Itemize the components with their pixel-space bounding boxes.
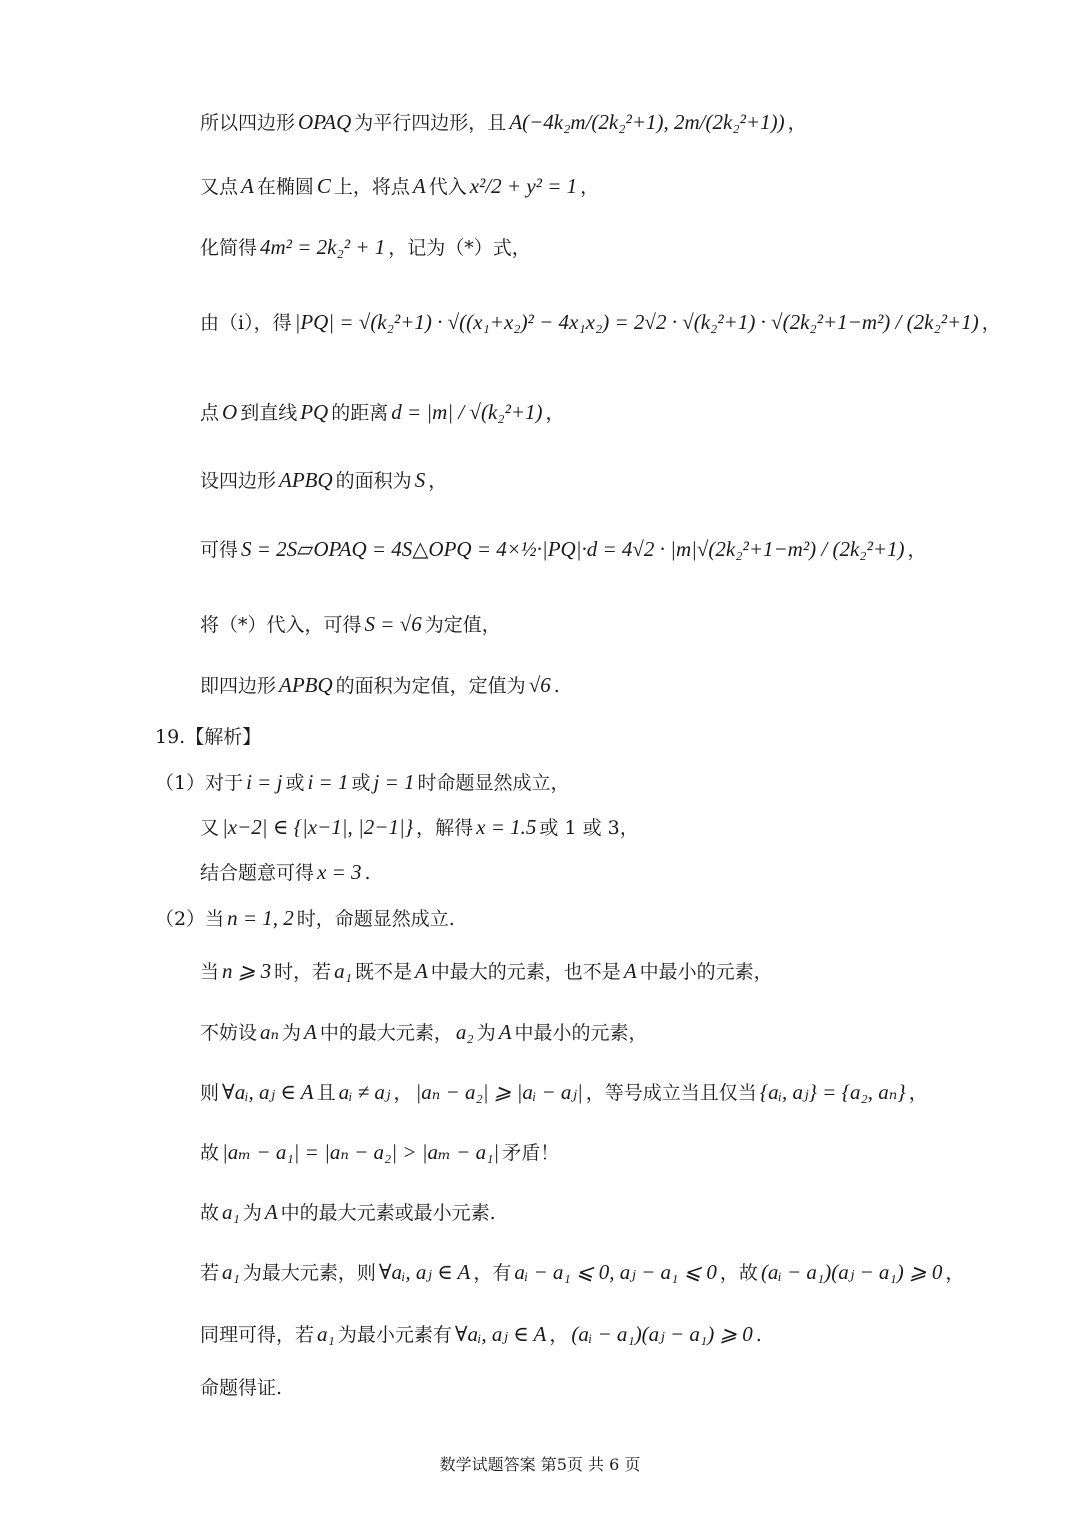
math-expression: i = 1 xyxy=(307,770,349,794)
text-line xyxy=(200,1138,559,1165)
text-line xyxy=(200,671,560,698)
math-expression: A xyxy=(623,959,637,983)
math-expression: A xyxy=(414,959,428,983)
text-line xyxy=(200,172,599,199)
math-expression: {aᵢ, aⱼ} = {a₂, aₙ} xyxy=(759,1080,906,1104)
math-expression: i = j xyxy=(246,770,283,794)
math-expression: x²/2 + y² = 1 xyxy=(469,174,578,198)
text-line xyxy=(200,957,773,984)
line-text: ， xyxy=(907,539,927,561)
line-text: 当 xyxy=(200,961,220,983)
math-expression: APBQ xyxy=(279,673,333,697)
line-text: 为平行四边形，且 xyxy=(354,112,507,134)
line-text: 中的最大元素或最小元素. xyxy=(280,1202,496,1224)
math-expression: A(−4k₂m/(2k₂²+1), 2m/(2k₂²+1)) xyxy=(509,110,785,134)
text-line xyxy=(155,768,570,795)
line-text: 结合题意可得 xyxy=(200,862,315,884)
line-text: 中最小的元素， xyxy=(639,961,773,983)
text-line xyxy=(200,813,639,840)
math-expression: √6 xyxy=(528,673,551,697)
line-text: 由（i），得 xyxy=(200,312,292,334)
line-text: ， xyxy=(428,470,448,492)
math-expression: n = 1, 2 xyxy=(227,906,294,930)
line-text: 为最小元素有 xyxy=(337,1324,452,1346)
math-expression: S = 2S▱OPAQ = 4S△OPQ = 4×½·|PQ|·d = 4√2 · |m|√(2k₂²+1−m²) / (2k₂²+1) xyxy=(241,537,905,561)
line-text: 且 xyxy=(316,1082,336,1104)
line-text: 为 xyxy=(282,1022,302,1044)
text-line xyxy=(200,1198,496,1225)
line-text: 所以四边形 xyxy=(200,112,296,134)
math-expression: A xyxy=(241,174,254,198)
math-expression: |PQ| = √(k₂²+1) · √((x₁+x₂)² − 4x₁x₂) = 2√2 · √(k₂²+1) · √(2k₂²+1−m²) / (2k₂²+1) xyxy=(294,310,979,334)
line-text: 为 xyxy=(242,1202,262,1224)
line-text: 中最小的元素， xyxy=(514,1022,648,1044)
text-line xyxy=(200,858,371,885)
line-text: 设四边形 xyxy=(200,470,277,492)
text-line xyxy=(200,1078,928,1105)
line-text: 代入 xyxy=(428,176,467,198)
math-expression: O xyxy=(222,400,238,424)
text-line xyxy=(200,1018,648,1045)
math-expression: |aₙ − a₂| ⩾ |aᵢ − aⱼ| xyxy=(415,1080,583,1104)
line-text: . xyxy=(364,862,371,884)
line-text: 既不是 xyxy=(354,961,412,983)
line-text: 同理可得，若 xyxy=(200,1324,315,1346)
math-expression: ∀aᵢ, aⱼ ∈ A xyxy=(222,1080,314,1104)
line-text: 上，将点 xyxy=(333,176,410,198)
math-expression: a₁ xyxy=(334,959,352,983)
math-expression: (aᵢ − a₁)(aⱼ − a₁) ⩾ 0 xyxy=(760,1260,943,1284)
line-text: 则 xyxy=(200,1082,220,1104)
line-text: ， xyxy=(393,1082,413,1104)
math-expression: C xyxy=(316,174,331,198)
line-text: ， xyxy=(981,312,1001,334)
math-expression: OPAQ xyxy=(298,110,352,134)
line-text: 为最大元素，则 xyxy=(242,1262,376,1284)
line-text: 可得 xyxy=(200,539,239,561)
text-line xyxy=(200,1320,762,1347)
math-expression: A xyxy=(412,174,426,198)
line-text: ，解得 xyxy=(416,817,474,839)
math-expression: x = 3 xyxy=(317,860,362,884)
line-text: （1）对于 xyxy=(155,772,244,794)
line-text: ， xyxy=(787,112,807,134)
line-text: ，有 xyxy=(473,1262,512,1284)
line-text: 不妨设 xyxy=(200,1022,258,1044)
page-footer: 数学试题答案 第5页 共 6 页 xyxy=(439,1455,641,1474)
line-text: 在椭圆 xyxy=(256,176,314,198)
line-text: 或 xyxy=(285,772,305,794)
math-expression: a₁ xyxy=(222,1260,240,1284)
line-text: ，等号成立当且仅当 xyxy=(585,1082,757,1104)
text-line xyxy=(200,108,807,135)
text-line xyxy=(155,904,455,931)
line-text: 为 xyxy=(476,1022,496,1044)
text-line xyxy=(200,308,1001,335)
math-expression: APBQ xyxy=(279,468,333,492)
math-expression: aᵢ ≠ aⱼ xyxy=(338,1080,391,1104)
math-expression: a₂ xyxy=(455,1020,474,1044)
text-line xyxy=(200,1373,282,1400)
line-text: 到直线 xyxy=(240,402,298,424)
math-expression: A xyxy=(498,1020,512,1044)
line-text: . xyxy=(553,675,560,697)
math-expression: S xyxy=(414,468,426,492)
text-line xyxy=(200,233,531,260)
math-expression: a₁ xyxy=(317,1322,335,1346)
math-expression: aₙ xyxy=(260,1020,280,1044)
line-text: 化简得 xyxy=(200,237,258,259)
line-text: ， xyxy=(580,176,600,198)
line-text: 将（*）代入，可得 xyxy=(200,614,362,636)
text-line xyxy=(200,1258,964,1285)
line-text: 时，若 xyxy=(274,961,332,983)
line-text: 时命题显然成立， xyxy=(417,772,570,794)
math-expression: |aₘ − a₁| = |aₙ − a₂| > |aₘ − a₁| xyxy=(222,1140,500,1164)
line-text: 又 xyxy=(200,817,220,839)
line-text: 矛盾！ xyxy=(502,1142,560,1164)
line-text: ， xyxy=(549,1324,569,1346)
math-expression: n ⩾ 3 xyxy=(222,959,272,983)
math-expression: (aᵢ − a₁)(aⱼ − a₁) ⩾ 0 xyxy=(571,1322,753,1346)
math-expression: ∀aᵢ, aⱼ ∈ A xyxy=(378,1260,471,1284)
math-expression: |x−2| ∈ {|x−1|, |2−1|} xyxy=(222,815,414,839)
line-text: 的面积为 xyxy=(335,470,412,492)
line-text: ， xyxy=(545,402,565,424)
math-expression: A xyxy=(304,1020,317,1044)
line-text: 的面积为定值，定值为 xyxy=(335,675,526,697)
math-expression: d = |m| / √(k₂²+1) xyxy=(391,400,543,424)
math-expression: A xyxy=(264,1200,278,1224)
line-text: . xyxy=(755,1324,762,1346)
line-text: 故 xyxy=(200,1142,220,1164)
line-text: 或 xyxy=(351,772,371,794)
line-text: 或 1 或 3， xyxy=(539,817,639,839)
line-text: 19.【解析】 xyxy=(155,726,262,748)
math-expression: 4m² = 2k₂² + 1 xyxy=(260,235,386,259)
line-text: 命题得证. xyxy=(200,1377,283,1399)
line-text: 中最大的元素，也不是 xyxy=(430,961,621,983)
text-line xyxy=(200,610,501,637)
line-text: 点 xyxy=(200,402,220,424)
line-text: 又点 xyxy=(200,176,239,198)
math-expression: a₁ xyxy=(222,1200,240,1224)
text-line xyxy=(200,466,447,493)
math-expression: j = 1 xyxy=(373,770,415,794)
section-heading xyxy=(155,722,261,749)
text-line xyxy=(200,398,565,425)
line-text: 的距离 xyxy=(331,402,389,424)
line-text: 故 xyxy=(200,1202,220,1224)
line-text: ，故 xyxy=(719,1262,758,1284)
line-text: 若 xyxy=(200,1262,220,1284)
line-text: 中的最大元素， xyxy=(319,1022,453,1044)
math-expression: ∀aᵢ, aⱼ ∈ A xyxy=(454,1322,547,1346)
line-text: ， xyxy=(945,1262,965,1284)
math-expression: S = √6 xyxy=(364,612,422,636)
line-text: 即四边形 xyxy=(200,675,277,697)
math-expression: PQ xyxy=(300,400,329,424)
line-text: （2）当 xyxy=(155,908,225,930)
line-text: ，记为（*）式， xyxy=(388,237,531,259)
text-line xyxy=(200,535,927,562)
math-expression: aᵢ − a₁ ⩽ 0, aⱼ − a₁ ⩽ 0 xyxy=(514,1260,717,1284)
math-expression: x = 1.5 xyxy=(476,815,537,839)
line-text: 为定值， xyxy=(424,614,501,636)
line-text: ， xyxy=(908,1082,928,1104)
line-text: 时，命题显然成立. xyxy=(296,908,455,930)
